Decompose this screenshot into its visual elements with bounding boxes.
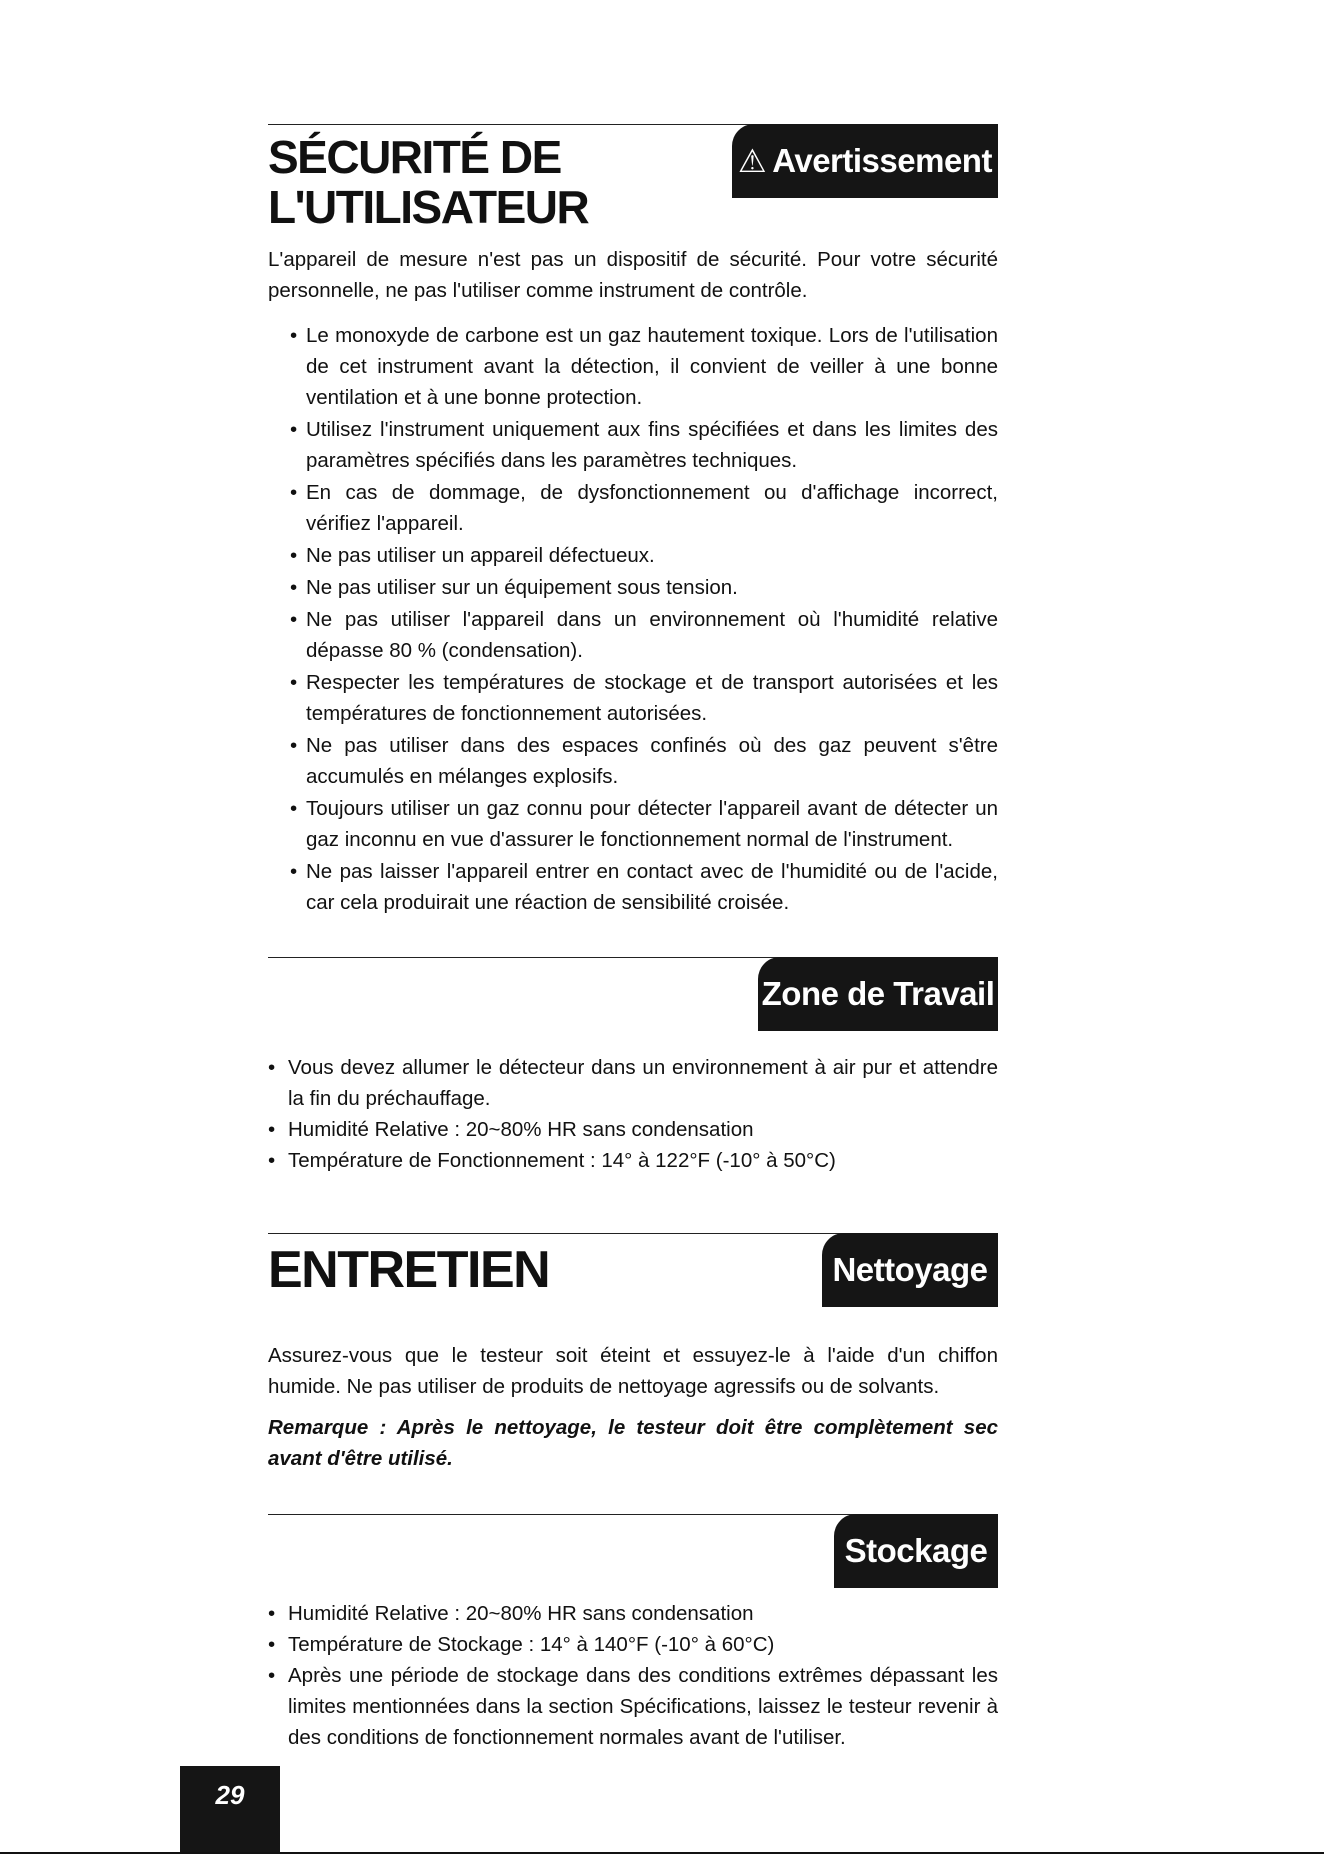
- list-item-text: Respecter les températures de stockage et de transport autorisées et les températures de fonctionnement autorisées.: [306, 671, 998, 725]
- warning-tab: [732, 124, 998, 198]
- list-item: • Humidité Relative : 20~80% HR sans condensation: [268, 1118, 754, 1141]
- list-item-text: Le monoxyde de carbone est un gaz hautement toxique. Lors de l'utilisation de cet instrument avant la détection, il convient de veiller à une bonne ventilation et à une bonne protection.: [306, 324, 998, 409]
- list-item: • Température de Stockage : 14° à 140°F (-10° à 60°C): [268, 1633, 775, 1656]
- list-item-text: Température de Fonctionnement : 14° à 122°F (-10° à 50°C): [288, 1149, 836, 1172]
- list-item: • Le monoxyde de carbone est un gaz hautement toxique. Lors de l'utilisation de cet instrument avant la détection, il convient de veiller à une bonne ventilation et à une bonne protection.: [290, 324, 998, 409]
- page-number: 29: [215, 1780, 245, 1810]
- list-item-text: Ne pas utiliser l'appareil dans un environnement où l'humidité relative dépasse 80 % (condensation).: [306, 608, 998, 662]
- list-item-text: Température de Stockage : 14° à 140°F (-10° à 60°C): [288, 1633, 775, 1656]
- list-item-text: Ne pas laisser l'appareil entrer en contact avec de l'humidité ou de l'acide, car cela produirait une réaction de sensibilité croisée.: [306, 860, 998, 914]
- list-item-text: Humidité Relative : 20~80% HR sans condensation: [288, 1118, 754, 1141]
- list-item: • Ne pas laisser l'appareil entrer en contact avec de l'humidité ou de l'acide, car cela produirait une réaction de sensibilité croisée.: [290, 860, 998, 914]
- list-item-text: Ne pas utiliser dans des espaces confinés où des gaz peuvent s'être accumulés en mélanges explosifs.: [306, 734, 998, 788]
- cleaning-tab: [822, 1233, 998, 1307]
- security-intro: L'appareil de mesure n'est pas un dispositif de sécurité. Pour votre sécurité personnelle, ne pas l'utiliser comme instrument de contrôle.: [268, 248, 998, 302]
- list-item: • Humidité Relative : 20~80% HR sans condensation: [268, 1602, 754, 1625]
- storage-list: [268, 1598, 998, 1753]
- security-title-line2: L'UTILISATEUR: [268, 181, 589, 233]
- cleaning-tab-label: Nettoyage: [832, 1251, 988, 1288]
- maintenance-text: Assurez-vous que le testeur soit éteint et essuyez-le à l'aide d'un chiffon humide. Ne pas utiliser de produits de nettoyage agressifs ou de solvants.: [268, 1344, 998, 1398]
- list-item: • Toujours utiliser un gaz connu pour détecter l'appareil avant de détecter un gaz inconnu en vue d'assurer le fonctionnement normal de l'instrument.: [290, 797, 998, 851]
- bottom-edge-rule: [0, 1852, 1324, 1854]
- warning-tab-label: Avertissement: [772, 142, 992, 179]
- list-item: • Après une période de stockage dans des conditions extrêmes dépassant les limites mentionnées dans la section Spécifications, laissez le testeur revenir à des conditions de fonctionnement normales avant de l'utiliser.: [268, 1664, 998, 1749]
- maintenance-note: Remarque : Après le nettoyage, le testeur doit être complètement sec avant d'être utilisé.: [268, 1416, 998, 1470]
- warning-triangle-icon: ⚠: [738, 143, 767, 179]
- maintenance-title: ENTRETIEN: [268, 1241, 550, 1299]
- security-list: [268, 320, 998, 918]
- list-item-text: Toujours utiliser un gaz connu pour détecter l'appareil avant de détecter un gaz inconnu en vue d'assurer le fonctionnement normal de l'instrument.: [306, 797, 998, 851]
- security-title-line1: SÉCURITÉ DE: [268, 131, 561, 183]
- list-item: • Vous devez allumer le détecteur dans un environnement à air pur et attendre la fin du préchauffage.: [268, 1056, 998, 1110]
- list-item: • Ne pas utiliser sur un équipement sous tension.: [290, 576, 738, 599]
- storage-tab-label: Stockage: [844, 1532, 988, 1569]
- list-item-text: Après une période de stockage dans des conditions extrêmes dépassant les limites mentionnées dans la section Spécifications, laissez le testeur revenir à des conditions de fonctionnement normales avant de l'utiliser.: [288, 1664, 998, 1749]
- security-title: [268, 132, 588, 232]
- storage-body: [268, 1598, 998, 1753]
- storage-tab: [834, 1514, 998, 1588]
- list-item: • Utilisez l'instrument uniquement aux fins spécifiées et dans les limites des paramètres spécifiés dans les paramètres techniques.: [290, 418, 998, 472]
- work-zone-tab-label: Zone de Travail: [761, 975, 995, 1012]
- list-item: • Respecter les températures de stockage et de transport autorisées et les températures de fonctionnement autorisées.: [290, 671, 998, 725]
- work-zone-body: [268, 1052, 998, 1176]
- list-item: • Ne pas utiliser l'appareil dans un environnement où l'humidité relative dépasse 80 % (condensation).: [290, 608, 998, 662]
- list-item-text: Humidité Relative : 20~80% HR sans condensation: [288, 1602, 754, 1625]
- page-number-box: [180, 1766, 280, 1852]
- security-body: [268, 244, 998, 919]
- list-item: • Ne pas utiliser un appareil défectueux.: [290, 544, 655, 567]
- list-item-text: Ne pas utiliser sur un équipement sous tension.: [306, 576, 738, 599]
- work-zone-tab: [758, 957, 998, 1031]
- list-item: • En cas de dommage, de dysfonctionnement ou d'affichage incorrect, vérifiez l'appareil.: [290, 481, 998, 535]
- list-item: • Température de Fonctionnement : 14° à 122°F (-10° à 50°C): [268, 1149, 836, 1172]
- list-item-text: Utilisez l'instrument uniquement aux fins spécifiées et dans les limites des paramètres spécifiés dans les paramètres techniques.: [306, 418, 998, 472]
- list-item-text: Vous devez allumer le détecteur dans un environnement à air pur et attendre la fin du préchauffage.: [288, 1056, 998, 1110]
- work-zone-list: [268, 1052, 998, 1176]
- list-item-text: Ne pas utiliser un appareil défectueux.: [306, 544, 655, 567]
- list-item-text: En cas de dommage, de dysfonctionnement ou d'affichage incorrect, vérifiez l'appareil.: [306, 481, 998, 535]
- list-item: • Ne pas utiliser dans des espaces confinés où des gaz peuvent s'être accumulés en mélanges explosifs.: [290, 734, 998, 788]
- maintenance-body: [268, 1340, 998, 1474]
